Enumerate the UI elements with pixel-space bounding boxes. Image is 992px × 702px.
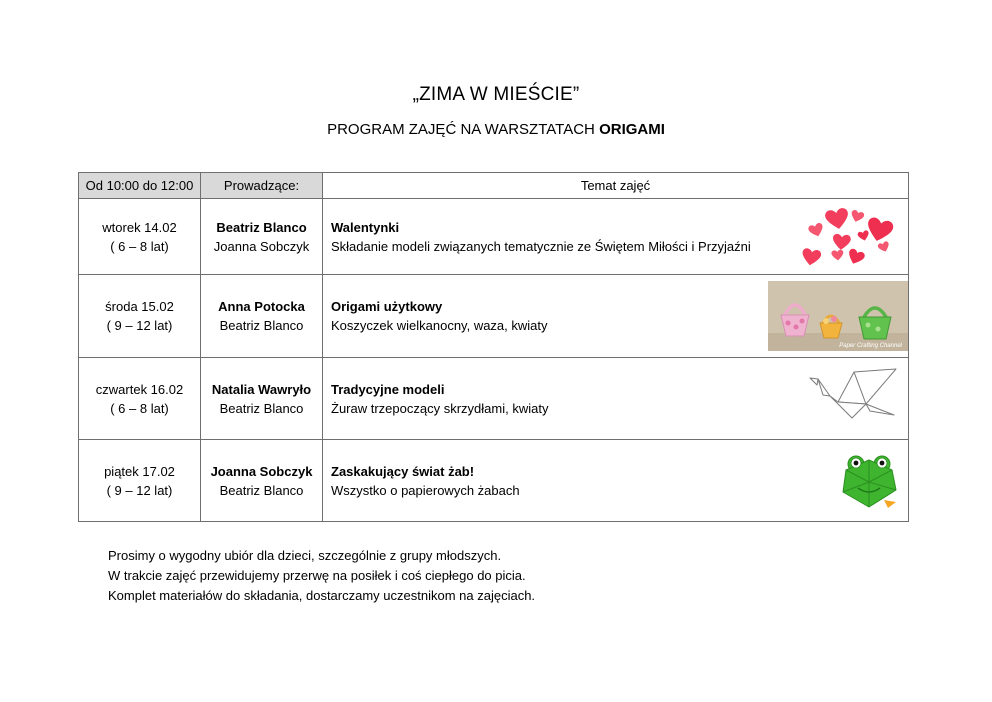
leader-name: Beatriz Blanco bbox=[219, 400, 304, 416]
leader-name: Joanna Sobczyk bbox=[210, 463, 313, 479]
session-topic-cell bbox=[323, 440, 909, 522]
footer-notes bbox=[108, 546, 992, 606]
topic-desc: Żuraw trzepoczący skrzydłami, kwiaty bbox=[331, 400, 549, 416]
origami-frog-photo bbox=[838, 450, 900, 512]
leader-name: Natalia Wawryło bbox=[211, 381, 312, 397]
session-date: czwartek 16.02 bbox=[95, 381, 184, 397]
leader-name: Beatriz Blanco bbox=[219, 318, 304, 333]
note-line: W trakcie zajęć przewidujemy przerwę na posiłek i coś ciepłego do picia. bbox=[108, 568, 526, 583]
session-date: wtorek 14.02 bbox=[102, 219, 177, 235]
table-row-tradycyjne-modele bbox=[79, 358, 909, 440]
subtitle-bold: ORIGAMI bbox=[599, 121, 665, 138]
session-date-cell bbox=[79, 440, 201, 522]
session-date: piątek 17.02 bbox=[104, 463, 175, 479]
page-title: „ZIMA W MIEŚCIE” bbox=[412, 84, 580, 105]
session-age: ( 6 – 8 lat) bbox=[110, 400, 169, 416]
table-header-row bbox=[79, 173, 909, 199]
session-date: środa 15.02 bbox=[105, 299, 174, 314]
col-header-time: Od 10:00 do 12:00 bbox=[79, 173, 201, 199]
topic-title: Zaskakujący świat żab! bbox=[331, 463, 475, 479]
leader-name: Beatriz Blanco bbox=[216, 219, 307, 235]
session-date-cell bbox=[79, 275, 201, 358]
session-leaders-cell bbox=[201, 275, 323, 358]
col-header-leaders: Prowadzące: bbox=[201, 173, 323, 199]
schedule-table bbox=[78, 172, 909, 522]
session-topic-cell bbox=[323, 199, 909, 275]
col-header-topic: Temat zajęć bbox=[323, 173, 909, 199]
topic-desc: Koszyczek wielkanocny, waza, kwiaty bbox=[331, 318, 548, 333]
table-row-walentynki bbox=[79, 199, 909, 275]
table-row-origami-uzytkowy bbox=[79, 275, 909, 358]
origami-baskets-photo bbox=[768, 281, 908, 351]
leader-name: Joanna Sobczyk bbox=[213, 238, 310, 254]
page-subtitle bbox=[0, 121, 992, 138]
topic-title: Tradycyjne modeli bbox=[331, 381, 445, 397]
hearts-photo bbox=[796, 206, 900, 268]
topic-desc: Wszystko o papierowych żabach bbox=[331, 482, 520, 498]
session-leaders-cell bbox=[201, 358, 323, 440]
session-age: ( 9 – 12 lat) bbox=[106, 482, 173, 498]
note-line: Komplet materiałów do składania, dostarczamy uczestnikom na zajęciach. bbox=[108, 588, 536, 603]
topic-desc: Składanie modeli związanych tematycznie ze Świętem Miłości i Przyjaźni bbox=[331, 238, 751, 254]
leader-name: Beatriz Blanco bbox=[219, 482, 304, 498]
session-date-cell bbox=[79, 358, 201, 440]
table-row-zaby bbox=[79, 440, 909, 522]
session-topic-cell bbox=[323, 275, 909, 358]
subtitle-prefix: PROGRAM ZAJĘĆ NA WARSZTATACH bbox=[327, 121, 600, 138]
session-leaders-cell bbox=[201, 440, 323, 522]
topic-title: Walentynki bbox=[331, 219, 400, 235]
session-date-cell bbox=[79, 199, 201, 275]
baskets-watermark: Paper Crafting Channel bbox=[839, 343, 902, 349]
origami-crane-drawing bbox=[808, 366, 900, 432]
session-age: ( 6 – 8 lat) bbox=[110, 238, 169, 254]
session-topic-cell bbox=[323, 358, 909, 440]
topic-title: Origami użytkowy bbox=[331, 299, 443, 314]
session-leaders-cell bbox=[201, 199, 323, 275]
leader-name: Anna Potocka bbox=[218, 299, 305, 314]
note-line: Prosimy o wygodny ubiór dla dzieci, szczególnie z grupy młodszych. bbox=[108, 548, 502, 563]
session-age: ( 9 – 12 lat) bbox=[106, 318, 173, 333]
